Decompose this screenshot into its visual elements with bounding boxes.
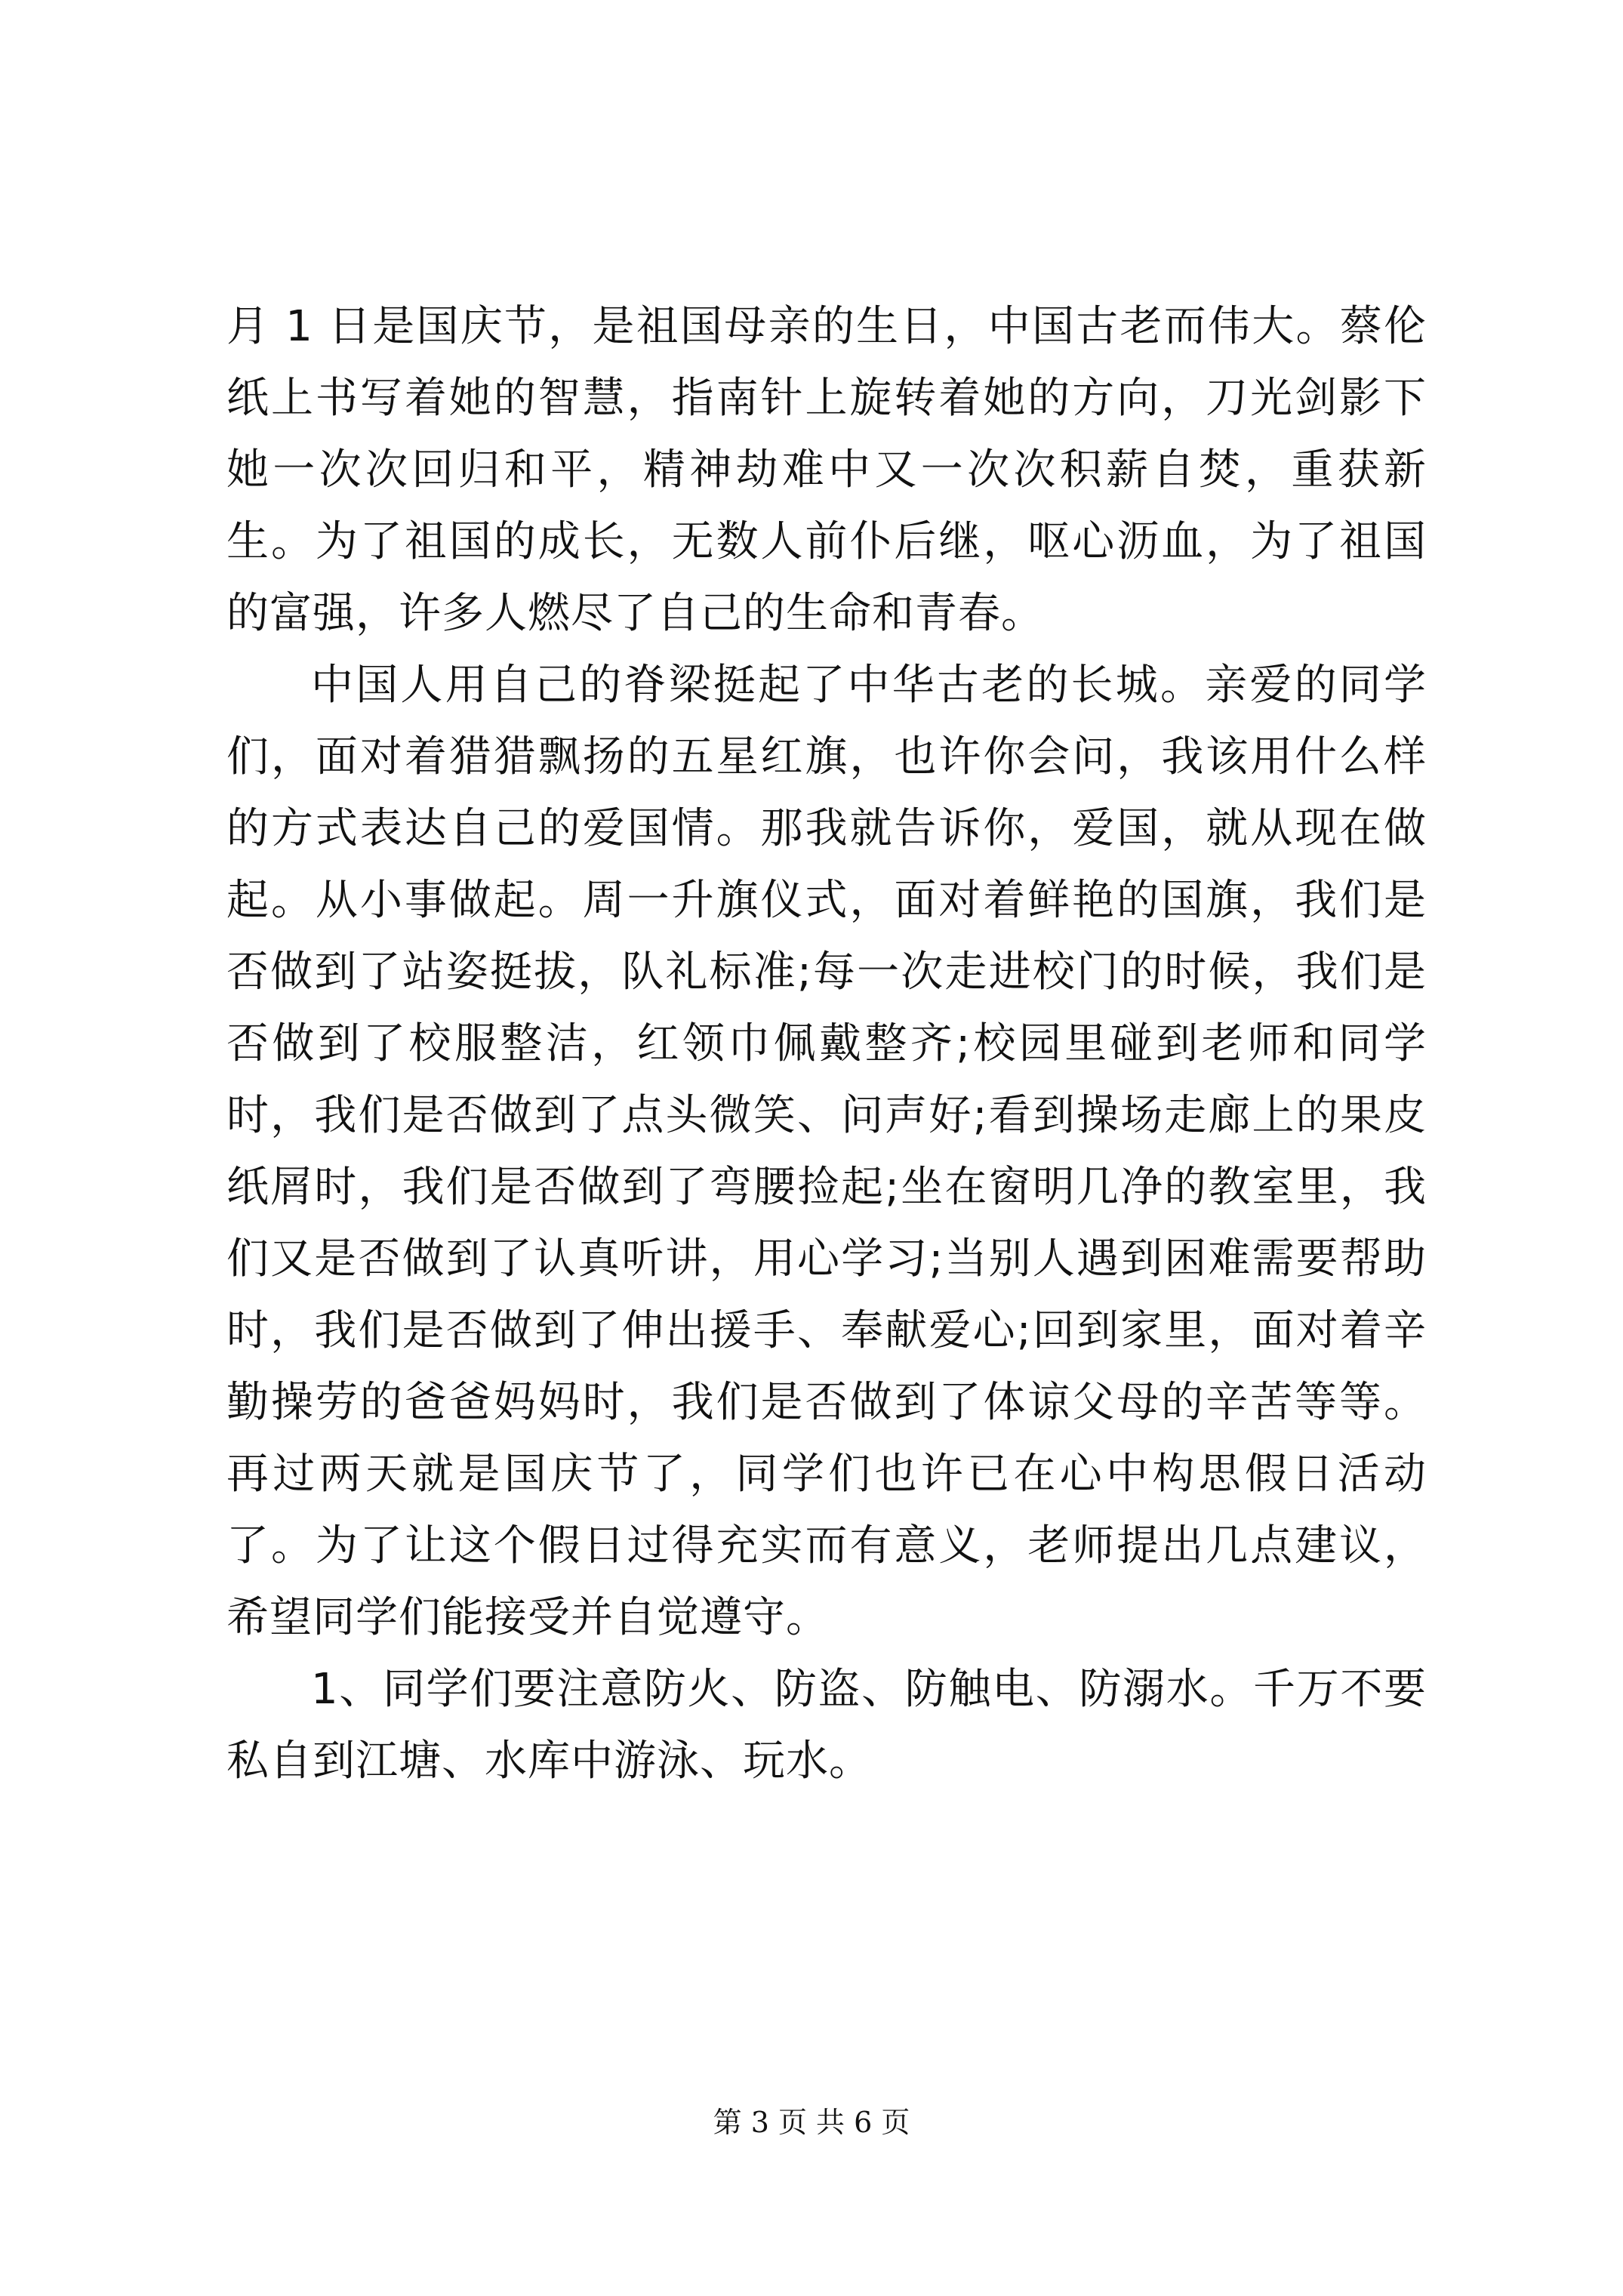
paragraph-national-day: 月 1 日是国庆节，是祖国母亲的生日，中国古老而伟大。蔡伦纸上书写着她的智慧，指南针上旋转着她的方向，刀光剑影下她一次次回归和平，精神劫难中又一次次积薪自焚，重获新生。为了祖国的成长，无数人前仆后继，呕心沥血，为了祖国的富强，许多人燃尽了自己的生命和青春。 xyxy=(226,302,1427,638)
paragraph-patriotism: 中国人用自己的脊梁挺起了中华古老的长城。亲爱的同学们，面对着猎猎飘扬的五星红旗，也许你会问，我该用什么样的方式表达自己的爱国情。那我就告诉你，爱国，就从现在做起。从小事做起。周一升旗仪式，面对着鲜艳的国旗，我们是否做到了站姿挺拔，队礼标准;每一次走进校门的时候，我们是否做到了校服整洁，红领巾佩戴整齐;校园里碰到老师和同学时，我们是否做到了点头微笑、问声好;看到操场走廊上的果皮纸屑时，我们是否做到了弯腰捡起;坐在窗明几净的教室里，我们又是否做到了认真听讲，用心学习;当别人遇到困难需要帮助时，我们是否做到了伸出援手、奉献爱心;回到家里，面对着辛勤操劳的爸爸妈妈时，我们是否做到了体谅父母的辛苦等等。再过两天就是国庆节了，同学们也许已在心中构思假日活动了。为了让这个假日过得充实而有意义，老师提出几点建议，希望同学们能接受并自觉遵守。 xyxy=(226,661,1427,1642)
page-footer: 第 3 页 共 6 页 xyxy=(713,2106,910,2139)
paragraph-safety-advice: 1、同学们要注意防火、防盗、防触电、防溺水。千万不要私自到江塘、水库中游泳、玩水。 xyxy=(226,1665,1427,1786)
document-body xyxy=(226,291,1427,1797)
